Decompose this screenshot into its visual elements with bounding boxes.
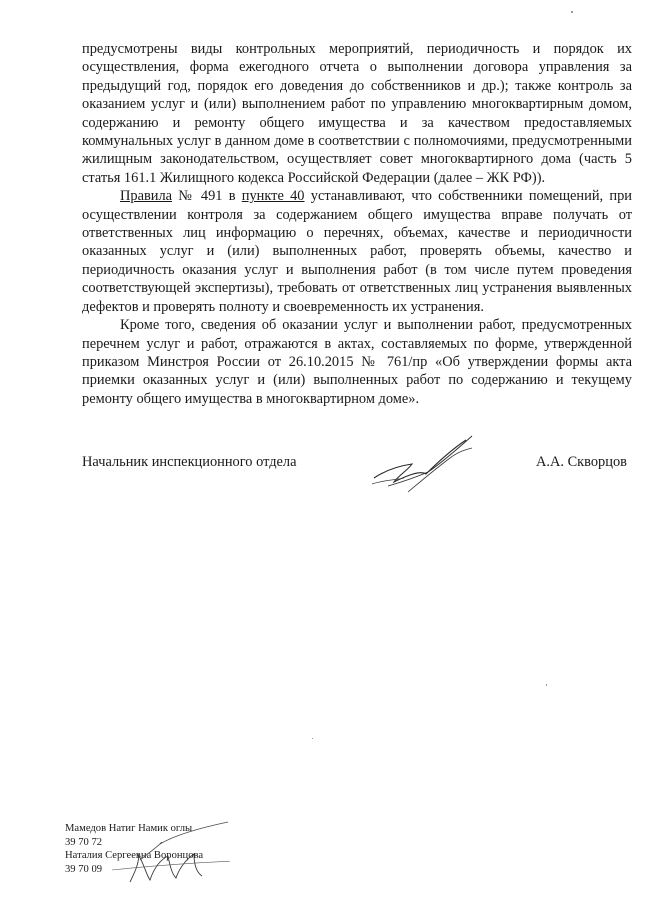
handwritten-signature [368,430,488,500]
paragraph-1: предусмотрены виды контрольных мероприятий, периодичность и порядок их осуществления, форма ежегодного отчета о выполнении договора управления за предыдущий год, порядок его доведения до собственников и др.); также контроль за оказанием услуг и (или) выполнением работ по управлению многоквартирным домом, содержанию и ремонту общего имущества и за качеством предоставляемых коммунальных услуг в данном доме в соответствии с полномочиями, предусмотренными жилищным законодательством, осуществляет совет многоквартирного дома (часть 5 статья 161.1 Жилищного кодекса Российской Федерации (далее – ЖК РФ)). [82,41,632,186]
signer-position: Начальник инспекционного отдела [82,454,297,470]
paragraph-3: Кроме того, сведения об оказании услуг и выполнении работ, предусмотренных перечнем услуг и работ, отражаются в актах, составляемых по форме, утвержденной приказом Минстроя России от 26.10.2015 № 761/пр «Об утверждении формы акта приемки оказанных услуг и (или) выполненных работ по содержанию и текущему ремонту общего имущества в многоквартирном доме». [82,317,632,407]
paragraph-2 [82,187,632,316]
scan-mark [312,738,313,739]
executor-1-name: Мамедов Натиг Намик оглы [65,823,193,834]
paragraph-2-text-b: устанавливают, что собственники помещений, при осуществлении контроля за содержанием общего имущества вправе получать от ответственных лиц информацию о перечнях, объемах, качестве и периодичности оказанных услуг и (или) выполненных работ, проверять объемы, качество и периодичность оказания услуг и выполнения работ (в том числе путем проведения соответствующей экспертизы), требовать от ответственных лиц устранения выявленных дефектов и проверять полноту и своевременность их устранения. [82,188,632,315]
document-body [82,40,632,408]
rules-link[interactable]: Правила [120,188,173,205]
executor-1-phone: 39 70 72 [65,836,103,848]
paragraph-2-text-a: № 491 в [172,188,242,205]
scan-mark [571,11,573,13]
executor-2-phone: 39 70 09 [65,863,103,875]
handwritten-initials [110,820,230,892]
scan-mark [546,684,547,686]
signer-name: А.А. Скворцов [536,454,627,470]
clause-40-link[interactable]: пункте 40 [241,188,305,205]
executor-2-name: Наталия Сергеевна Воронцова [65,850,204,862]
